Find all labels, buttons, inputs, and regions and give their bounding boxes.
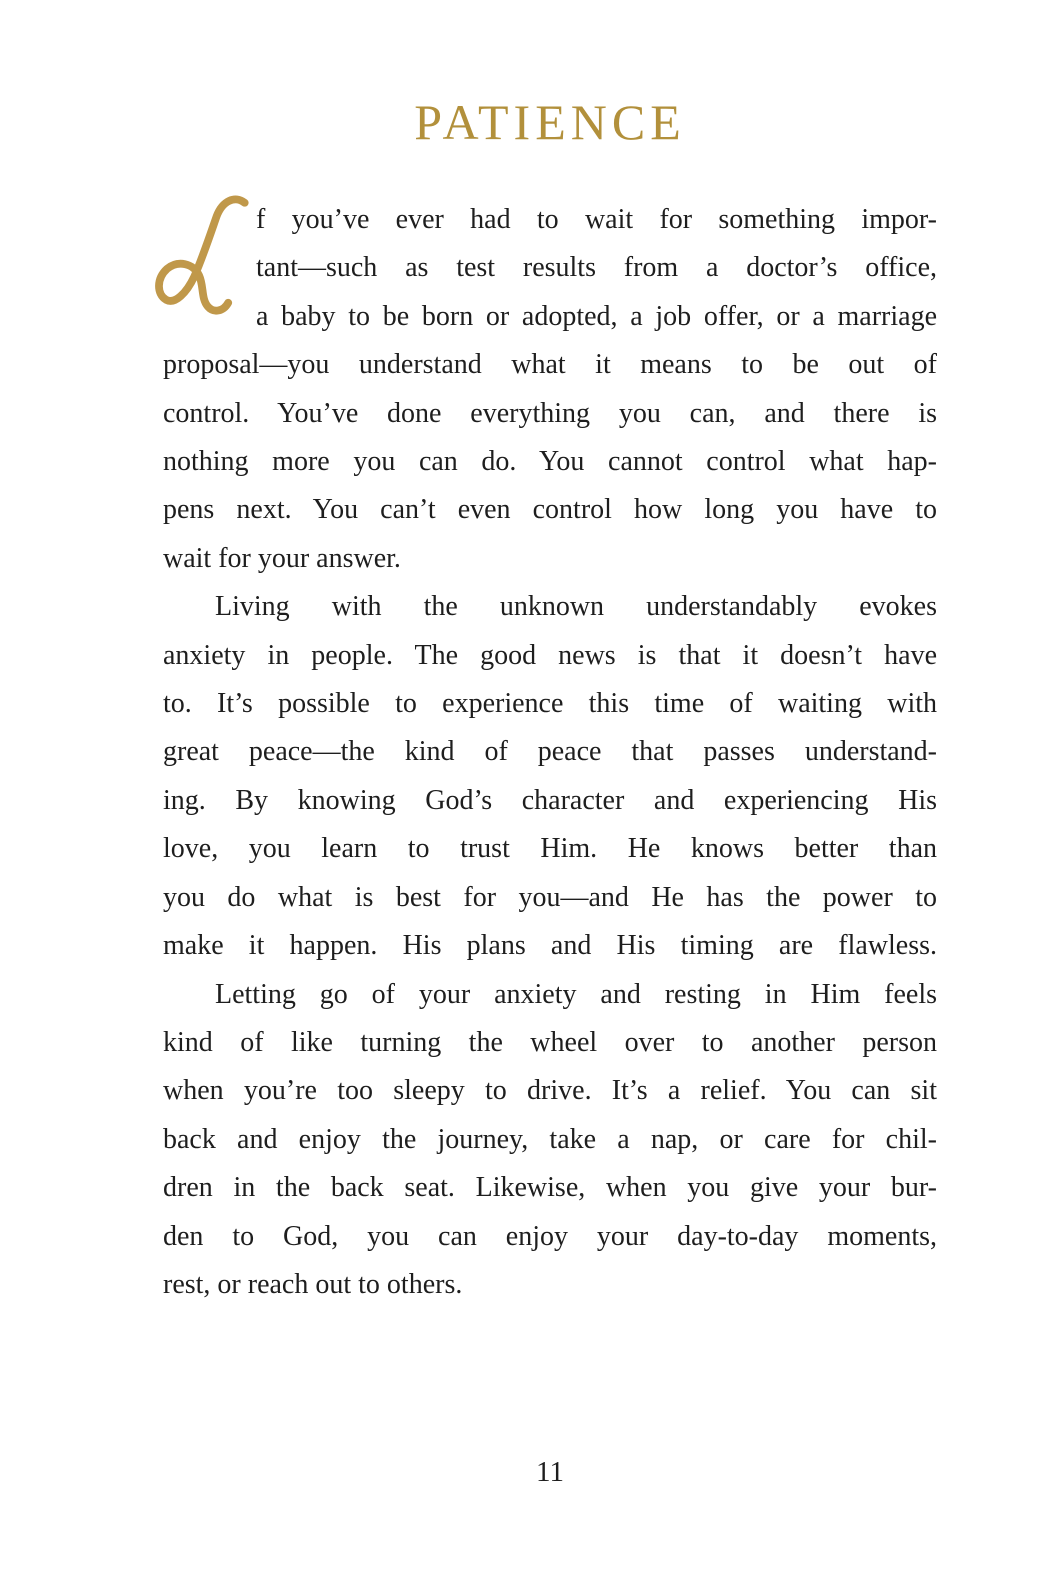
text-line: love, you learn to trust Him. He knows better than xyxy=(163,833,937,865)
paragraph xyxy=(163,583,937,970)
paragraph xyxy=(163,971,937,1310)
text-line: den to God, you can enjoy your day-to-day moments, xyxy=(163,1220,937,1252)
text-line: back and enjoy the journey, take a nap, or care for chil- xyxy=(163,1123,937,1155)
text-line: make it happen. His plans and His timing are flawless. xyxy=(163,930,937,962)
paragraph xyxy=(163,196,937,583)
text-line: when you’re too sleepy to drive. It’s a relief. You can sit xyxy=(163,1075,937,1107)
text-line: wait for your answer. xyxy=(163,542,401,574)
text-line: pens next. You can’t even control how long you have to xyxy=(163,494,937,526)
text-line: proposal—you understand what it means to be out of xyxy=(163,349,937,381)
text-line: great peace—the kind of peace that passes understand- xyxy=(163,736,937,768)
text-line: control. You’ve done everything you can, and there is xyxy=(163,397,937,429)
text-line: a baby to be born or adopted, a job offer, or a marriage xyxy=(256,300,937,332)
text-line: Living with the unknown understandably evokes xyxy=(215,591,937,623)
text-line: tant—such as test results from a doctor’s office, xyxy=(256,252,937,284)
text-line: to. It’s possible to experience this time of waiting with xyxy=(163,688,937,720)
text-line: nothing more you can do. You cannot control what hap- xyxy=(163,446,937,478)
text-body xyxy=(163,196,937,1309)
text-line: Letting go of your anxiety and resting in Him feels xyxy=(215,978,937,1010)
page-number: 11 xyxy=(536,1456,564,1488)
text-line: rest, or reach out to others. xyxy=(163,1268,463,1300)
drop-cap-initial-icon xyxy=(153,196,253,326)
text-line: ing. By knowing God’s character and experiencing His xyxy=(163,784,937,816)
text-line: kind of like turning the wheel over to another person xyxy=(163,1026,937,1058)
text-line: dren in the back seat. Likewise, when you give your bur- xyxy=(163,1172,937,1204)
page-title: PATIENCE xyxy=(414,94,686,150)
text-line: f you’ve ever had to wait for something impor- xyxy=(256,204,937,235)
text-line: anxiety in people. The good news is that it doesn’t have xyxy=(163,639,937,671)
text-line: you do what is best for you—and He has the power to xyxy=(163,881,937,913)
